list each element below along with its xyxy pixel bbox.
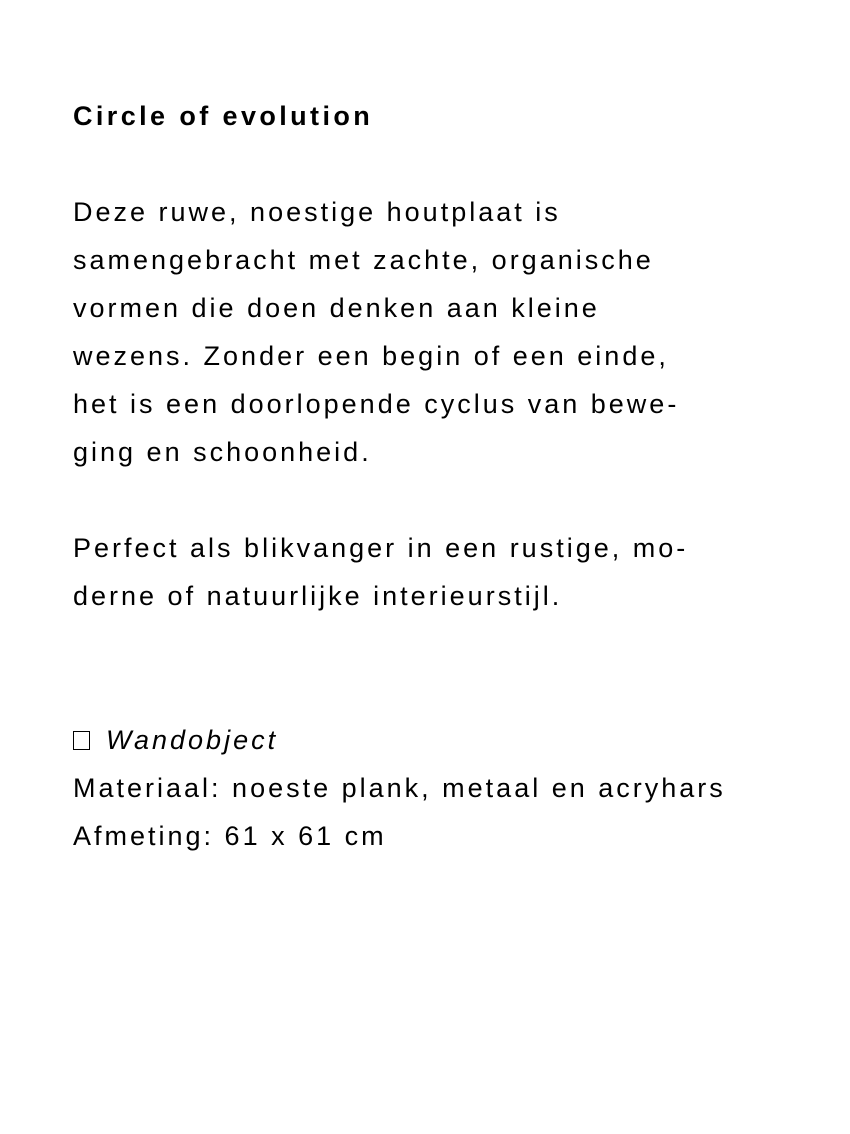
usage-paragraph	[73, 524, 726, 620]
text-line: het is een doorlopende cyclus van bewe-	[73, 389, 680, 419]
text-line: ging en schoonheid.	[73, 437, 372, 467]
text-line: Deze ruwe, noestige houtplaat is	[73, 197, 561, 227]
missing-glyph-icon	[73, 731, 90, 750]
spec-type-label: Wandobject	[106, 725, 279, 755]
description-paragraph	[73, 188, 726, 476]
text-line: derne of natuurlijke interieurstijl.	[73, 581, 563, 611]
text-line: vormen die doen denken aan kleine	[73, 293, 600, 323]
document-title: Circle of evolution	[73, 101, 374, 131]
spec-material: Materiaal: noeste plank, metaal en acryhars	[73, 773, 726, 803]
spec-type	[73, 716, 726, 764]
document	[73, 92, 726, 860]
text-line: samengebracht met zachte, organische	[73, 245, 654, 275]
text-line: Perfect als blikvanger in een rustige, mo-	[73, 533, 689, 563]
spec-size: Afmeting: 61 x 61 cm	[73, 821, 387, 851]
specs	[73, 716, 726, 860]
text-line: wezens. Zonder een begin of een einde,	[73, 341, 669, 371]
